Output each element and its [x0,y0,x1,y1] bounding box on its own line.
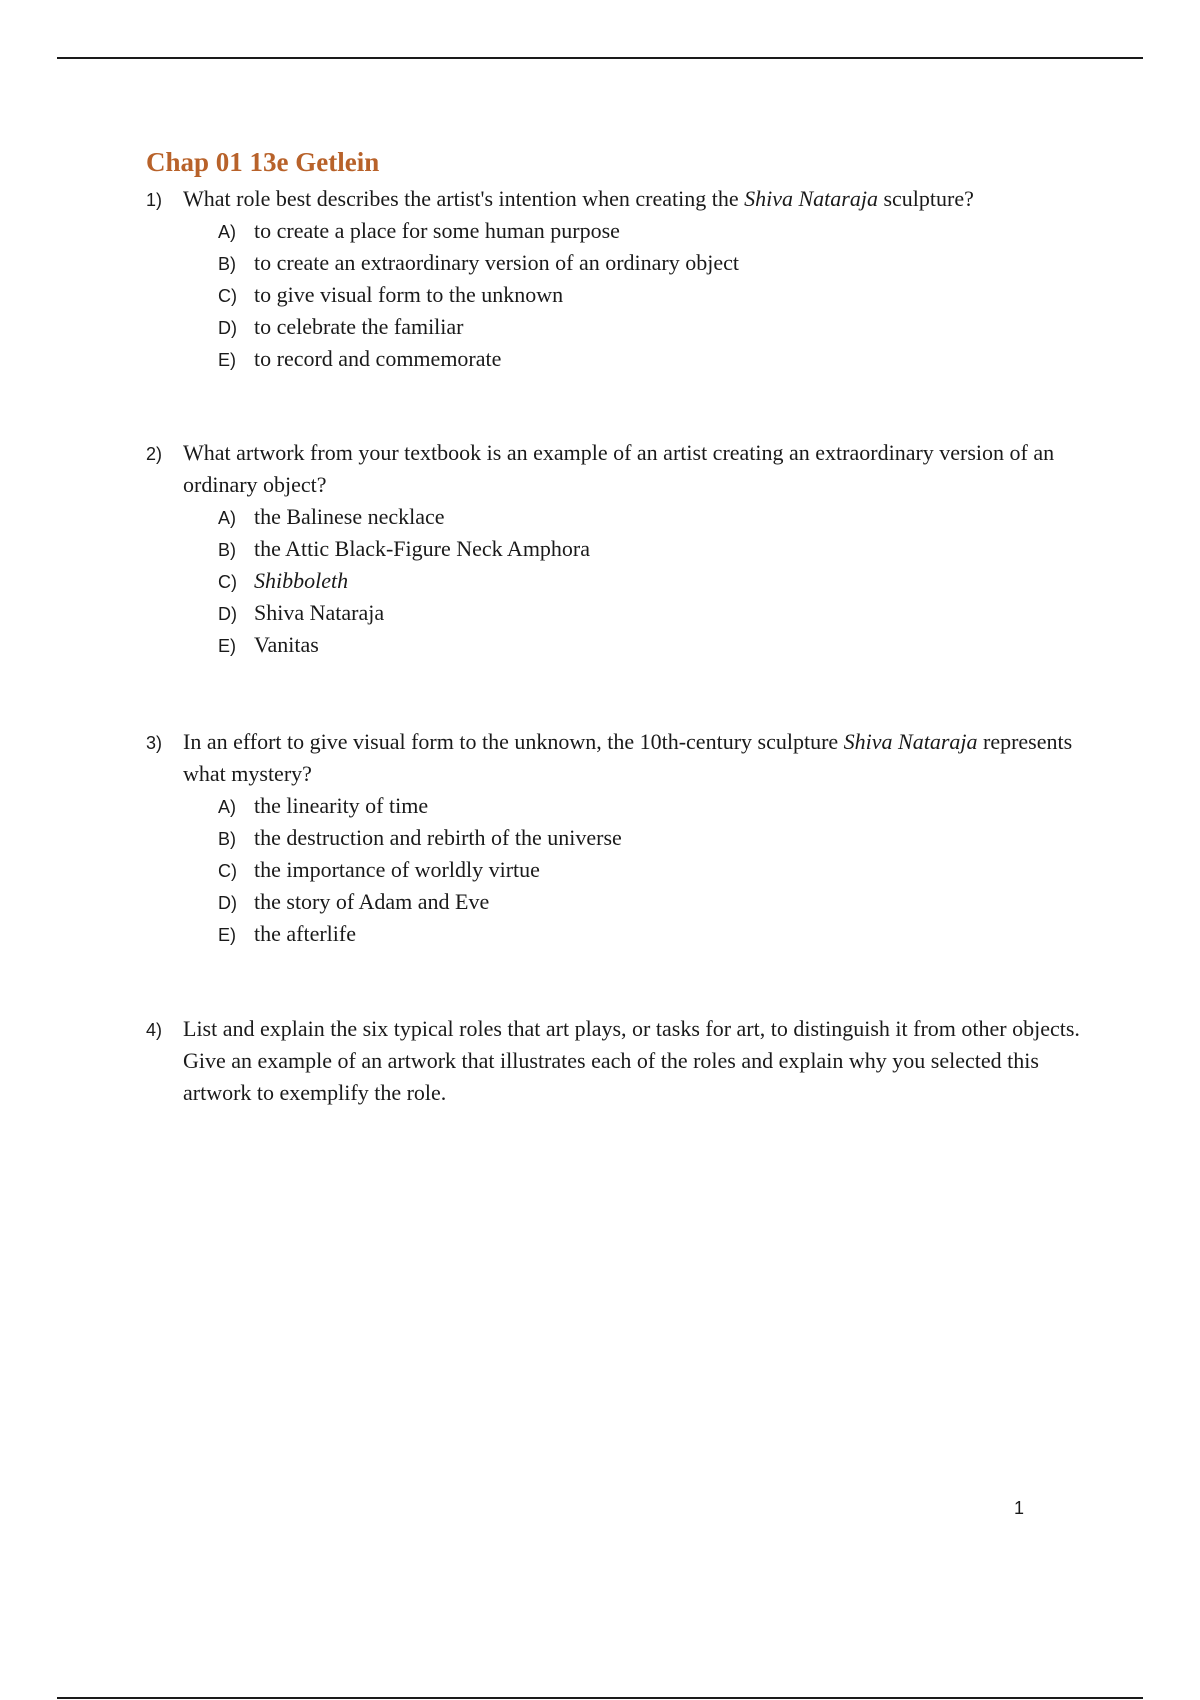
question-3-option-a [146,790,1106,822]
question-3-prompt [146,726,1106,790]
option-text: the linearity of time [254,793,429,818]
question-1-option-e [146,343,1106,375]
question-1-text-before: What role best describes the artist's intention when creating the [183,186,745,211]
option-letter: C) [218,286,237,306]
option-letter: A) [218,222,236,242]
option-letter: E) [218,636,236,656]
question-4-number: 4) [146,1020,163,1040]
question-2-text: What artwork from your textbook is an example of an artist creating an extraordinary version of an ordinary object? [183,440,1055,497]
question-1-option-a [146,215,1106,247]
question-3-number: 3) [146,733,163,753]
question-3-option-d [146,886,1106,918]
question-1-prompt [146,183,1106,215]
option-text: Shiva Nataraja [254,600,385,625]
option-text: to record and commemorate [254,346,502,371]
question-2-option-a [146,501,1106,533]
option-text: Vanitas [254,632,319,657]
option-letter: B) [218,540,236,560]
option-letter: D) [218,318,237,338]
option-text: the Balinese necklace [254,504,445,529]
question-3 [146,726,1106,950]
footer-rule [57,1697,1143,1699]
question-1 [146,183,1106,375]
question-3-option-b [146,822,1106,854]
option-letter: C) [218,572,237,592]
option-letter: E) [218,925,236,945]
question-2-options [146,501,1106,661]
question-3-text-after: represents what mystery? [183,729,1073,786]
question-3-text-italic: Shiva Nataraja [843,729,978,754]
option-letter: B) [218,254,236,274]
option-text: Shibboleth [254,568,349,593]
question-3-text-before: In an effort to give visual form to the unknown, the 10th-century sculpture [183,729,844,754]
question-2-option-e [146,629,1106,661]
question-1-option-c [146,279,1106,311]
question-2-number: 2) [146,444,163,464]
option-text: to give visual form to the unknown [254,282,564,307]
page-number: 1 [1014,1498,1025,1518]
option-text: the afterlife [254,921,356,946]
option-text: to create an extraordinary version of an ordinary object [254,250,740,275]
question-2 [146,437,1106,661]
option-text: to create a place for some human purpose [254,218,620,243]
question-3-option-e [146,918,1106,950]
option-letter: A) [218,508,236,528]
document-title: Chap 01 13e Getlein [146,147,380,177]
option-letter: D) [218,604,237,624]
header-rule [57,57,1143,59]
question-1-number: 1) [146,190,163,210]
question-1-text-italic: Shiva Nataraja [744,186,878,211]
option-letter: A) [218,797,236,817]
question-3-options [146,790,1106,950]
question-1-options [146,215,1106,375]
option-text: the destruction and rebirth of the universe [254,825,622,850]
question-2-prompt [146,437,1106,501]
question-1-text-after: sculpture? [877,186,974,211]
question-1-option-d [146,311,1106,343]
option-letter: D) [218,893,237,913]
question-2-option-b [146,533,1106,565]
option-letter: B) [218,829,236,849]
question-3-option-c [146,854,1106,886]
question-2-option-d [146,597,1106,629]
option-letter: C) [218,861,237,881]
option-text: the importance of worldly virtue [254,857,540,882]
question-2-option-c [146,565,1106,597]
option-text: to celebrate the familiar [254,314,464,339]
question-1-option-b [146,247,1106,279]
option-letter: E) [218,350,236,370]
option-text: the Attic Black-Figure Neck Amphora [254,536,591,561]
option-text: the story of Adam and Eve [254,889,490,914]
question-4 [146,1013,1106,1109]
question-4-text: List and explain the six typical roles that art plays, or tasks for art, to distinguish it from other objects. Give an example of an artwork that illustrates each of the roles and explain why you selected this artwork to exemplify the role. [183,1016,1080,1105]
question-4-prompt [146,1013,1106,1109]
